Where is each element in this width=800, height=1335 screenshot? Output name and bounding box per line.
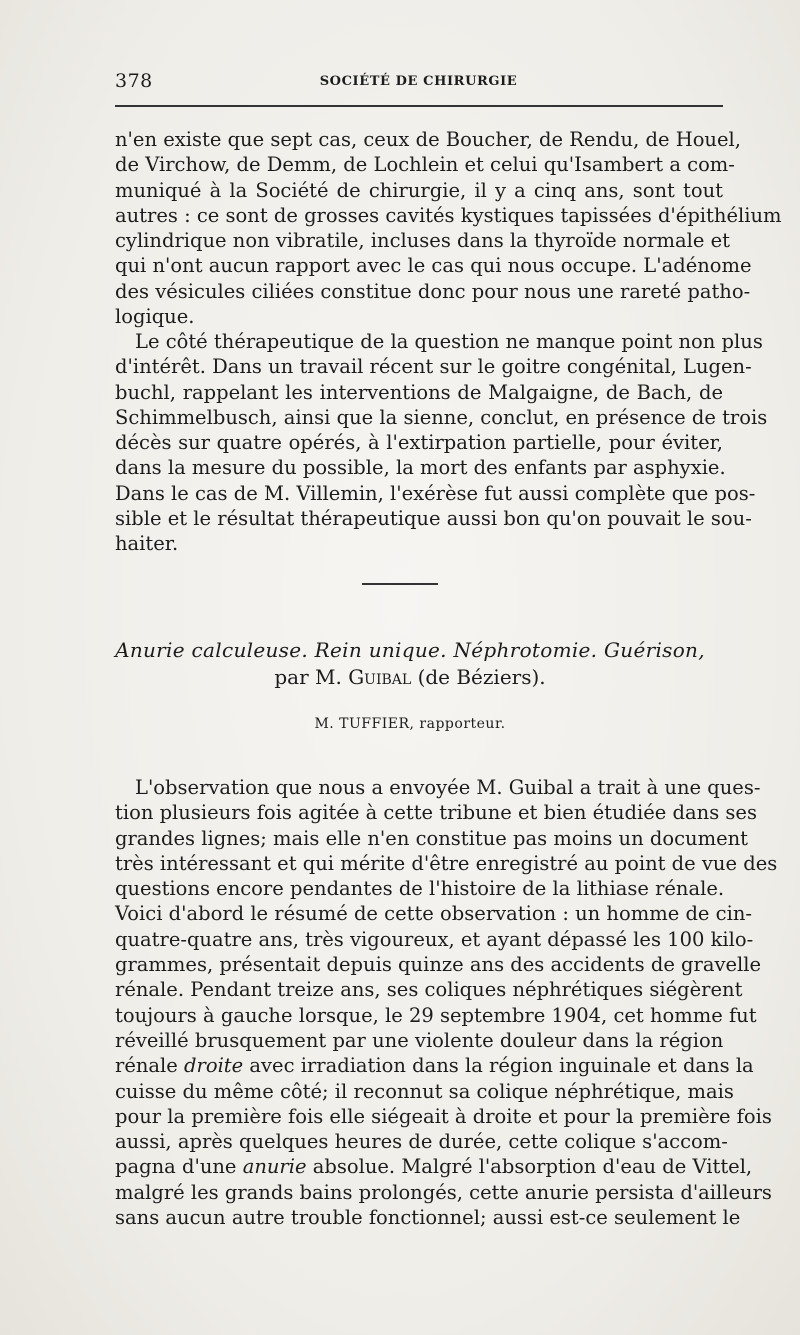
- text-line: réveillé brusquement par une violente douleur dans la région: [115, 1028, 724, 1052]
- text-line: cuisse du même côté; il reconnut sa colique néphrétique, mais: [115, 1079, 734, 1103]
- rapporteur-line: M. TUFFIER, rapporteur.: [314, 716, 506, 732]
- text-line: buchl, rappelant les interventions de Malgaigne, de Bach, de: [115, 380, 723, 404]
- text-line: de Virchow, de Demm, de Lochlein et celui qu'Isambert a com-: [115, 153, 735, 177]
- byline-suffix: (de Béziers).: [417, 665, 546, 689]
- text-line: grandes lignes; mais elle n'en constitue pas moins un document: [115, 826, 748, 850]
- text-line: n'en existe que sept cas, ceux de Boucher, de Rendu, de Houel,: [115, 128, 741, 151]
- text-line: Le côté thérapeutique de la question ne manque point non plus: [135, 330, 763, 353]
- text-line: rénale droite avec irradiation dans la région inguinale et dans la: [115, 1054, 754, 1078]
- text-line: grammes, présentait depuis quinze ans des accidents de gravelle: [115, 953, 762, 977]
- text-line: décès sur quatre opérés, à l'extirpation partielle, pour éviter,: [115, 431, 723, 455]
- article-title: Anurie calculeuse. Rein unique. Néphrotomie. Guérison,: [115, 638, 705, 662]
- header-rule: [115, 105, 723, 107]
- text-line: d'intérêt. Dans un travail récent sur le goitre congénital, Lugen-: [115, 355, 752, 379]
- text-line: toujours à gauche lorsque, le 29 septembre 1904, cet homme fut: [115, 1003, 757, 1027]
- text-line: Dans le cas de M. Villemin, l'exérèse fut aussi complète que pos-: [115, 481, 756, 505]
- text-line: dans la mesure du possible, la mort des enfants par asphyxie.: [115, 456, 726, 480]
- text-line: sible et le résultat thérapeutique aussi bon qu'on pouvait le sou-: [115, 507, 752, 531]
- byline-prefix: par M.: [274, 665, 342, 689]
- text-line: sans aucun autre trouble fonctionnel; aussi est-ce seulement le: [115, 1206, 741, 1230]
- text-line: autres : ce sont de grosses cavités kystiques tapissées d'épithélium: [115, 203, 782, 227]
- italic-word: droite: [184, 1054, 244, 1078]
- article-byline: [100, 664, 720, 691]
- text-line: des vésicules ciliées constitue donc pour nous une rareté patho-: [115, 279, 751, 303]
- text-line: quatre-quatre ans, très vigoureux, et ayant dépassé les 100 kilo-: [115, 927, 754, 951]
- text-line: aussi, après quelques heures de durée, cette colique s'accom-: [115, 1130, 728, 1154]
- paragraph-2: [115, 329, 768, 557]
- running-head: [115, 70, 722, 96]
- text-line: tion plusieurs fois agitée à cette tribune et bien étudiée dans ses: [115, 801, 757, 825]
- text-line: Voici d'abord le résumé de cette observation : un homme de cin-: [115, 902, 752, 926]
- journal-title: SOCIÉTÉ DE CHIRURGIE: [319, 74, 518, 89]
- italic-word: anurie: [242, 1155, 307, 1179]
- text-line: pagna d'une anurie absolue. Malgré l'absorption d'eau de Vittel,: [115, 1155, 753, 1179]
- text-line: muniqué à la Société de chirurgie, il y a cinq ans, sont tout: [115, 178, 723, 202]
- text-line: logique.: [115, 305, 195, 329]
- text-line: qui n'ont aucun rapport avec le cas qui nous occupe. L'adénome: [115, 254, 752, 278]
- text-line: Schimmelbusch, ainsi que la sienne, conclut, en présence de trois: [115, 405, 768, 429]
- text-line: L'observation que nous a envoyée M. Guibal a trait à une ques-: [135, 776, 761, 799]
- text-line: pour la première fois elle siégeait à droite et pour la première fois: [115, 1104, 772, 1128]
- paragraph-1: [115, 127, 782, 329]
- text-line: cylindrique non vibratile, incluses dans la thyroïde normale et: [115, 229, 730, 253]
- text-line: rénale. Pendant treize ans, ses coliques néphrétiques siégèrent: [115, 978, 743, 1002]
- page-number: 378: [115, 70, 153, 92]
- text-line: très intéressant et qui mérite d'être enregistré au point de vue des: [115, 851, 778, 875]
- byline-author: Guibal: [348, 665, 412, 689]
- text-line: questions encore pendantes de l'histoire de la lithiase rénale.: [115, 877, 725, 901]
- text-line: haiter.: [115, 532, 179, 556]
- text-line: malgré les grands bains prolongés, cette anurie persista d'ailleurs: [115, 1180, 772, 1204]
- section-divider: [362, 583, 438, 585]
- paragraph-3: [115, 775, 778, 1230]
